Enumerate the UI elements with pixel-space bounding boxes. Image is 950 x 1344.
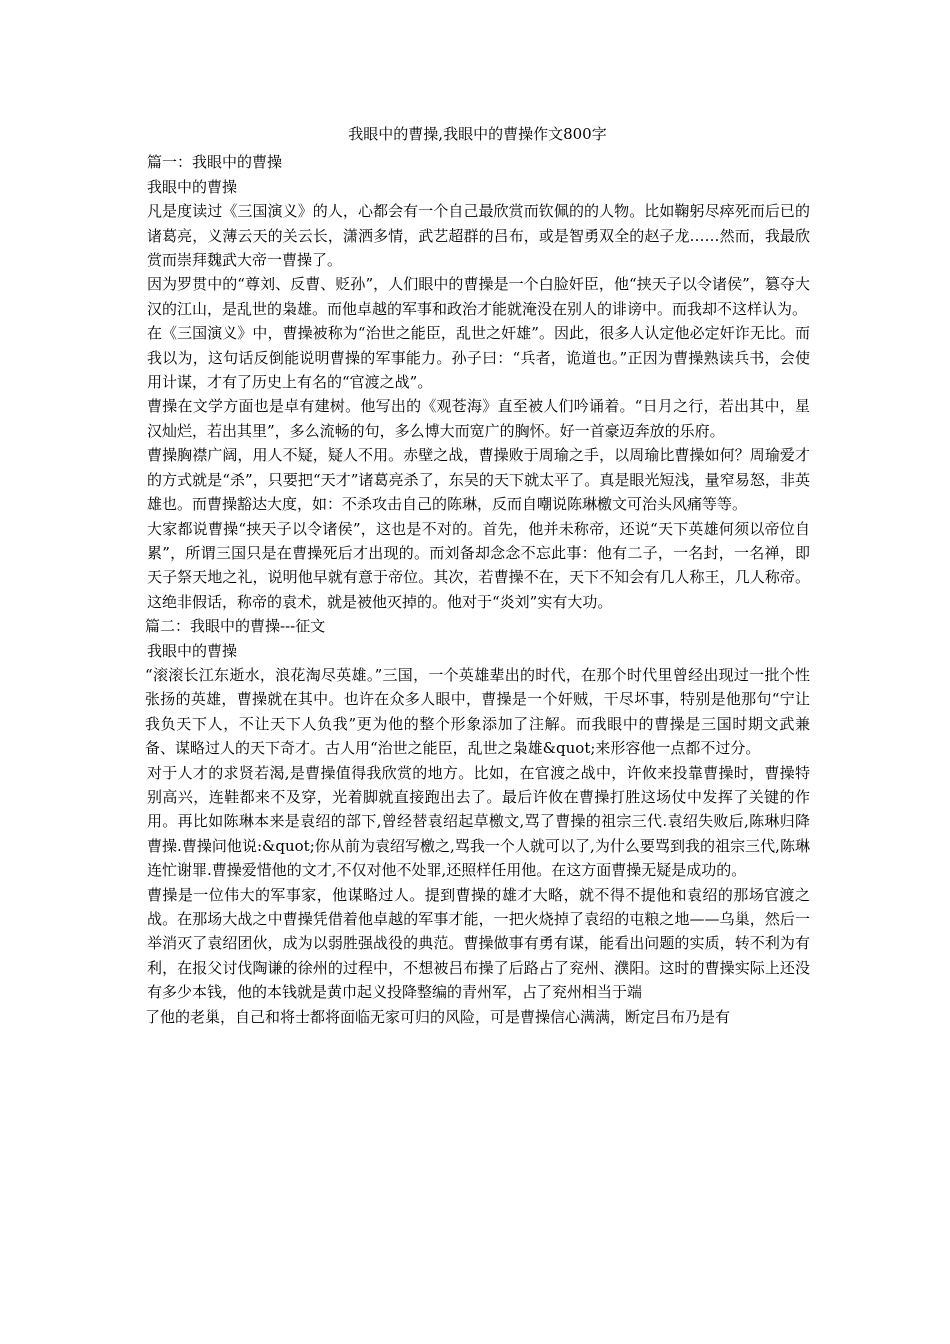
paragraph: 曹操在文学方面也是卓有建树。他写出的《观苍海》直至被人们吟诵着。“日月之行，若出其中，星汉灿烂，若出其里”，多么流畅的句，多么博大而宽广的胸怀。好一首豪迈奔放的乐府。 — [147, 397, 810, 440]
paragraph: 在《三国演义》中，曹操被称为“治世之能臣，乱世之奸雄”。因此，很多人认定他必定奸诈无比。而我以为，这句话反倒能说明曹操的军事能力。孙子曰：“兵者，诡道也。”正因为曹操熟读兵书，会使用计谋，才有了历史上有名的“官渡之战”。 — [147, 324, 810, 392]
document-title: 我眼中的曹操,我眼中的曹操作文800字 — [348, 125, 607, 143]
paragraph: 了他的老巢，自己和将士都将面临无家可归的风险，可是曹操信心满满，断定吕布乃是有 — [145, 1007, 731, 1026]
section1-heading: 篇一：我眼中的曹操 — [147, 153, 283, 172]
paragraph: “滚滚长江东逝水，浪花淘尽英雄。”三国，一个英雄辈出的时代，在那个时代里曾经出现过一批个性张扬的英雄，曹操就在其中。也许在众多人眼中，曹操是一个奸贼，干尽坏事，特别是他那句“宁让我负天下人，不让天下人负我”更为他的整个形象添加了注解。而我眼中的曹操是三国时期文武兼备、谋略过人的天下奇才。古人用“治世之能臣，乱世之枭雄&quot;来形容他一点都不过分。 — [145, 665, 810, 758]
section2-subtitle: 我眼中的曹操 — [147, 641, 238, 660]
section1-subtitle: 我眼中的曹操 — [147, 177, 238, 196]
paragraph: 因为罗贯中的“尊刘、反曹、贬孙”，人们眼中的曹操是一个白脸奸臣，他“挟天子以令诸侯”，篡夺大汉的江山，是乱世的枭雄。而他卓越的军事和政治才能就淹没在别人的诽谤中。而我却不这样认为。 — [147, 275, 810, 318]
paragraph: 凡是度读过《三国演义》的人，心都会有一个自己最欣赏而钦佩的的人物。比如鞠躬尽瘁死而后已的诸葛亮，义薄云天的关云长，潇洒多情，武艺超群的吕布，或是智勇双全的赵子龙……然而，我最欣赏而崇拜魏武大帝一曹操了。 — [147, 202, 810, 270]
paragraph: 大家都说曹操“挟天子以令诸侯”，这也是不对的。首先，他并未称帝，还说“天下英雄何须以帝位自累”，所谓三国只是在曹操死后才出现的。而刘备却念念不忘此事：他有二子，一名封，一名禅，即天子祭天地之礼，说明他早就有意于帝位。其次，若曹操不在，天下不知会有几人称王，几人称帝。这绝非假话，称帝的袁术，就是被他灭掉的。他对于“炎刘”实有大功。 — [147, 519, 810, 611]
paragraph: 对于人才的求贤若渴,是曹操值得我欣赏的地方。比如，在官渡之战中，许攸来投靠曹操时，曹操特别高兴，连鞋都来不及穿，光着脚就直接跑出去了。最后许攸在曹操打胜这场仗中发挥了关键的作用。再比如陈琳本来是袁绍的部下,曾经替袁绍起草檄文,骂了曹操的祖宗三代.袁绍失败后,陈琳归降曹操.曹操问他说:&quot;你从前为袁绍写檄之,骂我一个人就可以了,为什么要骂到我的祖宗三代,陈琳连忙谢罪.曹操爱惜他的文才,不仅对他不处罪,还照样任用他。在这方面曹操无疑是成功的。 — [147, 763, 810, 880]
document-page — [145, 122, 810, 1029]
paragraph: 曹操是一位伟大的军事家，他谋略过人。提到曹操的雄才大略，就不得不提他和袁绍的那场官渡之战。在那场大战之中曹操凭借着他卓越的军事才能，一把火烧掉了袁绍的屯粮之地——乌巢，然后一举消灭了袁绍团伙，成为以弱胜强战役的典范。曹操做事有勇有谋，能看出问题的实质，转不利为有利，在报父讨伐陶谦的徐州的过程中，不想被吕布操了后路占了兖州、濮阳。这时的曹操实际上还没有多少本钱，他的本钱就是黄巾起义投降整编的青州军，占了兖州相当于端 — [147, 885, 810, 1002]
section2-heading: 篇二：我眼中的曹操---征文 — [145, 617, 326, 636]
paragraph: 曹操胸襟广阔，用人不疑，疑人不用。赤壁之战，曹操败于周瑜之手，以周瑜比曹操如何？周瑜爱才的方式就是“杀”，只要把“天才”诸葛亮杀了，东吴的天下就太平了。真是眼光短浅，量窄易怒，非英雄也。而曹操豁达大度，如：不杀攻击自己的陈琳，反而自嘲说陈琳檄文可治头风痛等等。 — [147, 446, 810, 514]
